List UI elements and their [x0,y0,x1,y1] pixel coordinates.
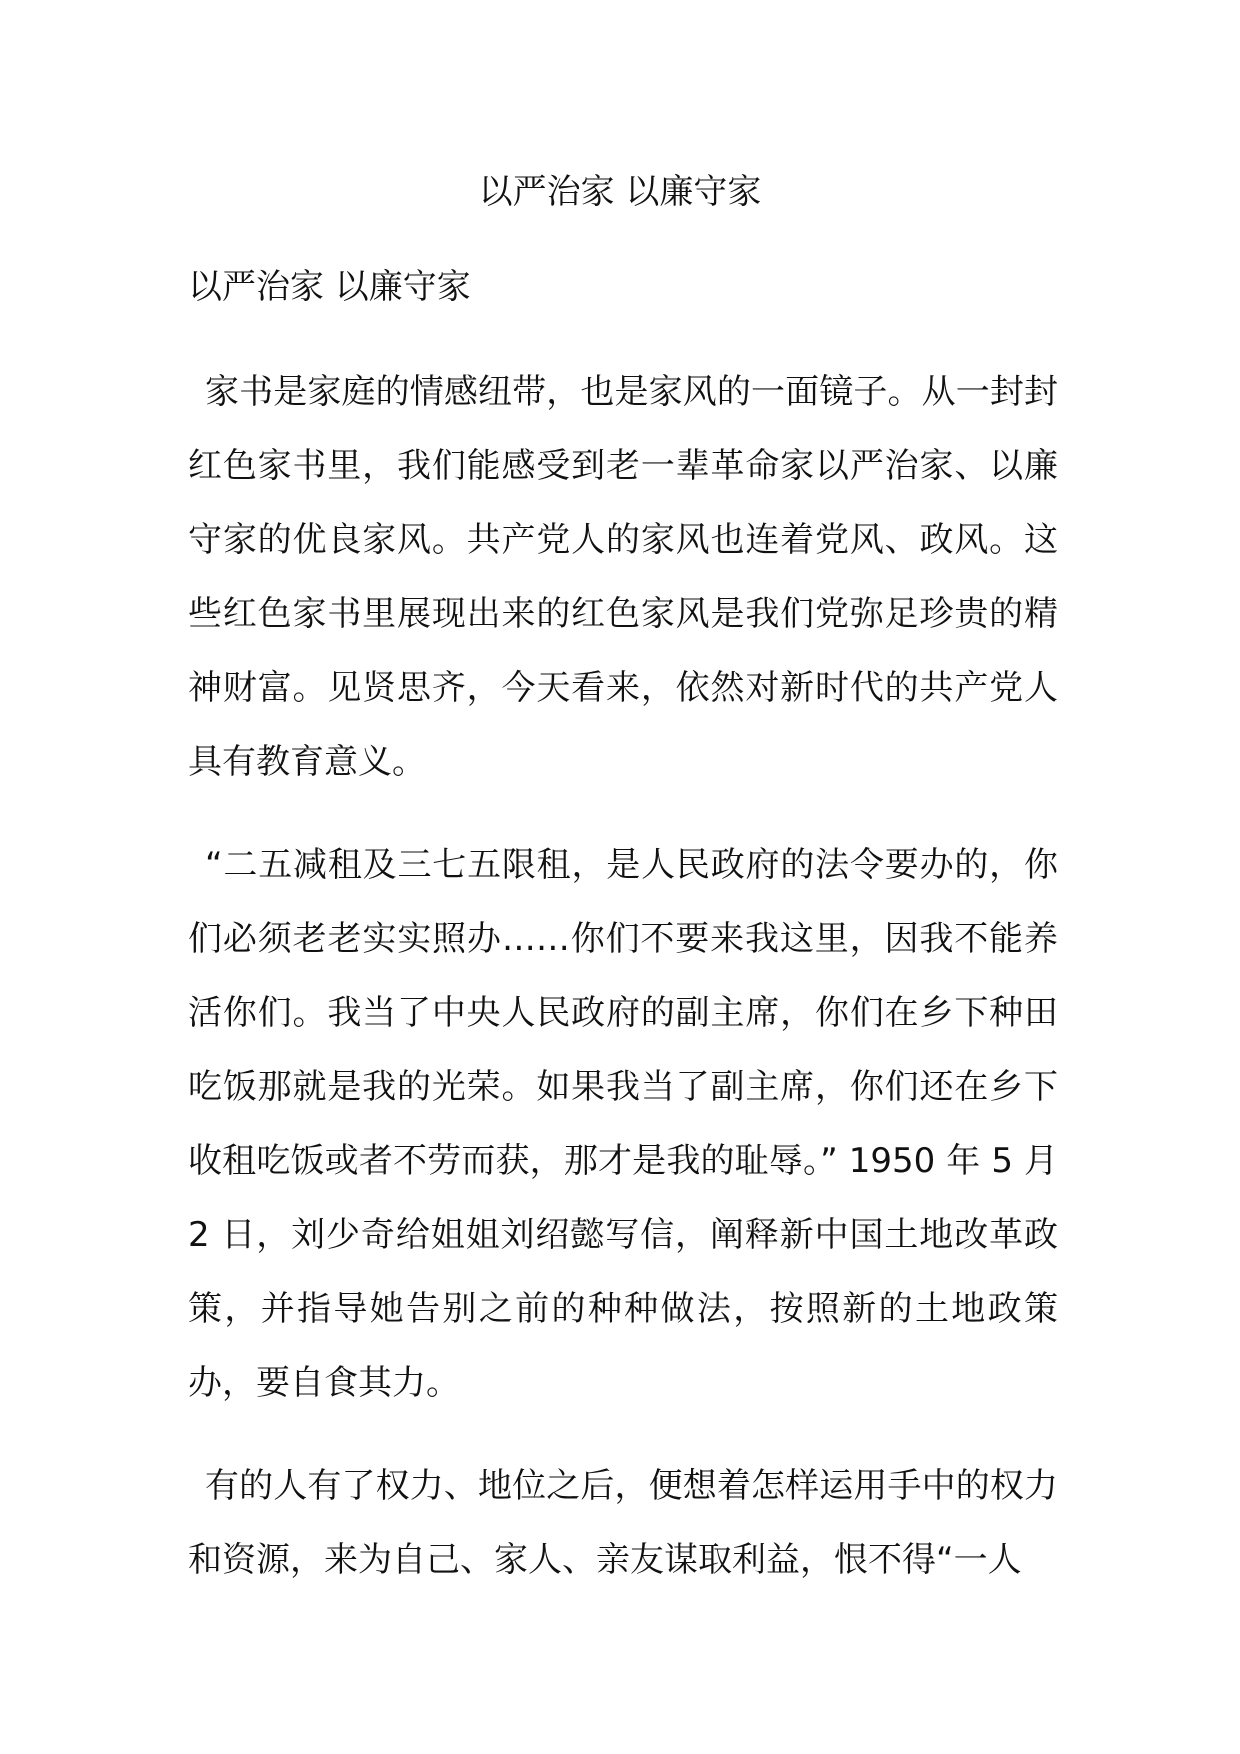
document-title: 以严治家 以廉守家 [478,172,762,212]
paragraph-1: 家书是家庭的情感纽带，也是家风的一面镜子。从一封封红色家书里，我们能感受到老一辈革命家以严治家、以廉守家的优良家风。共产党人的家风也连着党风、政风。这些红色家书里展现出来的红色家风是我们党弥足珍贵的精神财富。见贤思齐，今天看来，依然对新时代的共产党人具有教育意义。 [188,372,1058,782]
paragraph-3: 有的人有了权力、地位之后，便想着怎样运用手中的权力和资源，来为自己、家人、亲友谋取利益，恨不得“一人 [188,1466,1058,1580]
document-subtitle: 以严治家 以廉守家 [188,267,471,307]
document-body [188,263,1058,1626]
paragraph-2: “二五减租及三七五限租，是人民政府的法令要办的，你们必须老老实实照办……你们不要来我这里，因我不能养活你们。我当了中央人民政府的副主席，你们在乡下种田吃饭那就是我的光荣。如果我当了副主席，你们还在乡下收租吃饭或者不劳而获，那才是我的耻辱。” 1950 年 5 月 2 日，刘少奇给姐姐刘绍懿写信，阐释新中国土地改革政策，并指导她告别之前的种种做法，按照新的土地政策办，要自食其力。 [188,845,1058,1403]
